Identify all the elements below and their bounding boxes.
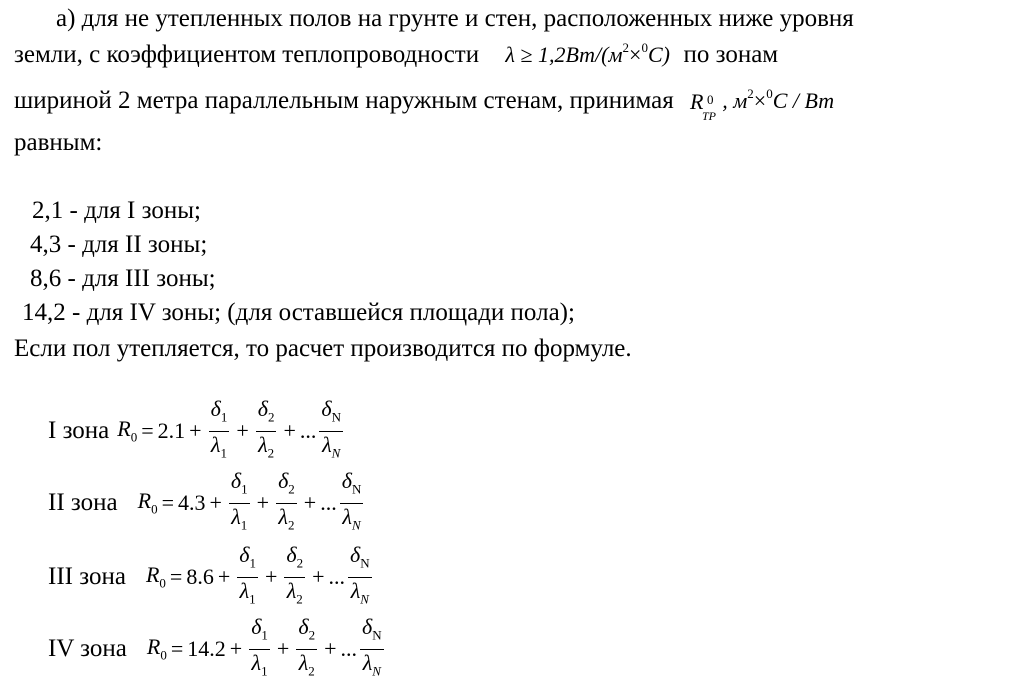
zone-value-item: 4,3 - для II зоны; (30, 231, 208, 258)
zone-equation: $R_0$ = 2.1 + $\frac{\delta_1}{\lambda_1}$ + $\frac{\delta_2}{\lambda_2}$ + ... $\frac{\delta_N}{\lambda_N}$ (117, 396, 342, 460)
paragraph-line-1 (56, 4, 854, 34)
paragraph-line-2-text: земли, с коэффициентом теплопроводности (14, 41, 480, 68)
paragraph-line-1-text: а) для не утепленных полов на грунте и стен, расположенных ниже уровня (56, 5, 854, 32)
zone-label: III зона (48, 563, 126, 590)
resistance-symbol: R 0 ТР (689, 89, 716, 124)
formula-zone-4 (48, 616, 387, 682)
zone-equation: $R_0$ = 8.6 + $\frac{\delta_1}{\lambda_1}$ + $\frac{\delta_2}{\lambda_2}$ + ... $\frac{\delta_N}{\lambda_N}$ (145, 542, 370, 606)
paragraph-line-3 (14, 86, 835, 124)
paragraph-line-2-tail: по зонам (683, 41, 779, 68)
zone-label: II зона (48, 489, 118, 516)
formula-zone-3 (48, 544, 375, 610)
conductivity-formula: $\lambda \ge 1,2Вт/(м^2\times^0С)$ (505, 40, 670, 67)
paragraph-line-4-text: равным: (14, 129, 103, 156)
insulated-note: Если пол утепляется, то расчет производится по формуле. (14, 335, 632, 362)
formula-zone-2 (48, 470, 366, 536)
zone-equation: $R_0$ = 4.3 + $\frac{\delta_1}{\lambda_1}$ + $\frac{\delta_2}{\lambda_2}$ + ... $\frac{\delta_N}{\lambda_N}$ (137, 468, 362, 532)
zone-equation: $R_0$ = 14.2 + $\frac{\delta_1}{\lambda_1}$ + $\frac{\delta_2}{\lambda_2}$ + ... $\frac{\delta_N}{\lambda_N}$ (146, 614, 382, 678)
zone-label: IV зона (48, 635, 127, 662)
paragraph-line-3-text: шириной 2 метра параллельным наружным стенам, принимая (14, 87, 674, 114)
resistance-unit: , $м^2\times^0С$ / Вт (722, 86, 835, 113)
formula-zone-1 (48, 398, 346, 464)
zone-label: I зона (48, 417, 110, 444)
zone-value-item: 14,2 - для IV зоны; (для оставшейся площади пола); (22, 299, 575, 326)
paragraph-line-2 (14, 40, 778, 73)
paragraph-line-4 (14, 128, 102, 158)
zone-value-item: 2,1 - для I зоны; (32, 197, 201, 224)
zone-value-item: 8,6 - для III зоны; (30, 265, 216, 292)
